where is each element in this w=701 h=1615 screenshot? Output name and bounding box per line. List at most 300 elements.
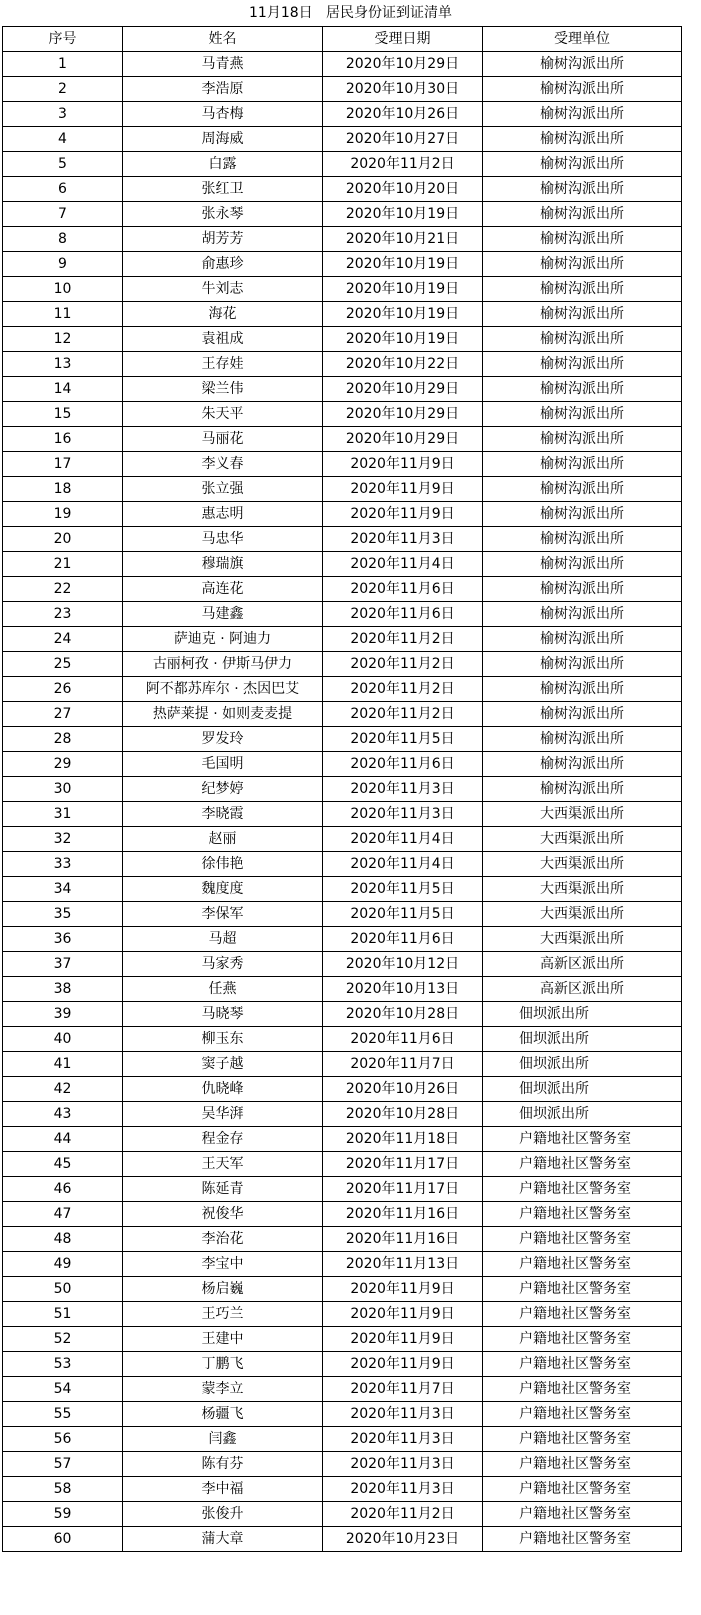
cell-unit: 榆树沟派出所: [483, 277, 682, 302]
cell-date: 2020年11月5日: [323, 902, 483, 927]
cell-name: 王巧兰: [123, 1302, 323, 1327]
cell-unit: 榆树沟派出所: [483, 327, 682, 352]
cell-unit: 榆树沟派出所: [483, 52, 682, 77]
table-row: [3, 802, 682, 827]
cell-seq: 2: [3, 77, 123, 102]
cell-unit: 佃坝派出所: [483, 1077, 682, 1102]
cell-name: 魏度度: [123, 877, 323, 902]
cell-date: 2020年11月3日: [323, 527, 483, 552]
cell-unit: 佃坝派出所: [483, 1027, 682, 1052]
cell-date: 2020年10月29日: [323, 377, 483, 402]
cell-name: 李浩原: [123, 77, 323, 102]
table-row: [3, 777, 682, 802]
cell-date: 2020年11月2日: [323, 677, 483, 702]
cell-name: 赵丽: [123, 827, 323, 852]
cell-name: 俞惠珍: [123, 252, 323, 277]
cell-unit: 大西渠派出所: [483, 802, 682, 827]
cell-date: 2020年10月28日: [323, 1002, 483, 1027]
cell-seq: 43: [3, 1102, 123, 1127]
cell-seq: 52: [3, 1327, 123, 1352]
table-row: [3, 1327, 682, 1352]
cell-date: 2020年10月22日: [323, 352, 483, 377]
table-row: [3, 752, 682, 777]
cell-date: 2020年11月9日: [323, 452, 483, 477]
cell-seq: 9: [3, 252, 123, 277]
cell-name: 马建鑫: [123, 602, 323, 627]
table-row: [3, 102, 682, 127]
cell-date: 2020年11月13日: [323, 1252, 483, 1277]
table-row: [3, 327, 682, 352]
cell-unit: 榆树沟派出所: [483, 427, 682, 452]
table-row: [3, 627, 682, 652]
cell-seq: 41: [3, 1052, 123, 1077]
cell-seq: 56: [3, 1427, 123, 1452]
cell-seq: 31: [3, 802, 123, 827]
cell-seq: 28: [3, 727, 123, 752]
cell-unit: 大西渠派出所: [483, 927, 682, 952]
table-row: [3, 1052, 682, 1077]
cell-name: 蒲大章: [123, 1527, 323, 1552]
cell-date: 2020年11月7日: [323, 1052, 483, 1077]
cell-name: 海花: [123, 302, 323, 327]
table-row: [3, 1302, 682, 1327]
table-row: [3, 1027, 682, 1052]
cell-name: 马家秀: [123, 952, 323, 977]
cell-unit: 榆树沟派出所: [483, 252, 682, 277]
cell-unit: 大西渠派出所: [483, 877, 682, 902]
cell-name: 任燕: [123, 977, 323, 1002]
cell-name: 牛刘志: [123, 277, 323, 302]
cell-name: 张俊升: [123, 1502, 323, 1527]
cell-date: 2020年11月7日: [323, 1377, 483, 1402]
cell-date: 2020年11月17日: [323, 1177, 483, 1202]
cell-unit: 户籍地社区警务室: [483, 1202, 682, 1227]
cell-name: 杨启巍: [123, 1277, 323, 1302]
cell-name: 吴华湃: [123, 1102, 323, 1127]
cell-date: 2020年11月18日: [323, 1127, 483, 1152]
cell-unit: 佃坝派出所: [483, 1052, 682, 1077]
cell-date: 2020年11月6日: [323, 577, 483, 602]
table-row: [3, 602, 682, 627]
cell-name: 古丽柯孜 · 伊斯马伊力: [123, 652, 323, 677]
cell-unit: 户籍地社区警务室: [483, 1227, 682, 1252]
page-title: 11月18日 居民身份证到证清单: [249, 5, 452, 21]
cell-unit: 户籍地社区警务室: [483, 1177, 682, 1202]
cell-date: 2020年11月9日: [323, 477, 483, 502]
cell-date: 2020年11月2日: [323, 652, 483, 677]
header-unit: 受理单位: [483, 27, 682, 52]
cell-date: 2020年10月19日: [323, 202, 483, 227]
cell-name: 窦子越: [123, 1052, 323, 1077]
cell-seq: 14: [3, 377, 123, 402]
cell-seq: 1: [3, 52, 123, 77]
cell-unit: 榆树沟派出所: [483, 377, 682, 402]
cell-date: 2020年10月19日: [323, 327, 483, 352]
cell-date: 2020年11月5日: [323, 727, 483, 752]
cell-name: 梁兰伟: [123, 377, 323, 402]
table-row: [3, 352, 682, 377]
cell-seq: 46: [3, 1177, 123, 1202]
cell-seq: 26: [3, 677, 123, 702]
cell-unit: 户籍地社区警务室: [483, 1277, 682, 1302]
cell-unit: 榆树沟派出所: [483, 727, 682, 752]
cell-name: 徐伟艳: [123, 852, 323, 877]
cell-unit: 榆树沟派出所: [483, 527, 682, 552]
table-row: [3, 1102, 682, 1127]
cell-seq: 39: [3, 1002, 123, 1027]
cell-seq: 16: [3, 427, 123, 452]
cell-name: 程金存: [123, 1127, 323, 1152]
cell-unit: 户籍地社区警务室: [483, 1302, 682, 1327]
cell-unit: 户籍地社区警务室: [483, 1327, 682, 1352]
cell-unit: 榆树沟派出所: [483, 777, 682, 802]
cell-seq: 60: [3, 1527, 123, 1552]
cell-date: 2020年11月17日: [323, 1152, 483, 1177]
cell-name: 王存娃: [123, 352, 323, 377]
cell-name: 蒙李立: [123, 1377, 323, 1402]
cell-date: 2020年10月12日: [323, 952, 483, 977]
cell-date: 2020年11月2日: [323, 152, 483, 177]
table-row: [3, 1152, 682, 1177]
table-row: [3, 127, 682, 152]
cell-name: 高连花: [123, 577, 323, 602]
cell-seq: 54: [3, 1377, 123, 1402]
cell-name: 闫鑫: [123, 1427, 323, 1452]
cell-seq: 7: [3, 202, 123, 227]
cell-unit: 佃坝派出所: [483, 1002, 682, 1027]
header-date: 受理日期: [323, 27, 483, 52]
table-row: [3, 1527, 682, 1552]
cell-seq: 48: [3, 1227, 123, 1252]
cell-name: 阿不都苏库尔 · 杰因巴艾: [123, 677, 323, 702]
cell-date: 2020年11月16日: [323, 1202, 483, 1227]
cell-unit: 榆树沟派出所: [483, 127, 682, 152]
cell-date: 2020年11月3日: [323, 1427, 483, 1452]
table-row: [3, 277, 682, 302]
cell-unit: 榆树沟派出所: [483, 202, 682, 227]
table-row: [3, 1227, 682, 1252]
table-row: [3, 302, 682, 327]
table-row: [3, 827, 682, 852]
cell-unit: 户籍地社区警务室: [483, 1352, 682, 1377]
cell-unit: 榆树沟派出所: [483, 502, 682, 527]
table-row: [3, 502, 682, 527]
cell-seq: 35: [3, 902, 123, 927]
cell-seq: 15: [3, 402, 123, 427]
cell-unit: 榆树沟派出所: [483, 652, 682, 677]
cell-unit: 佃坝派出所: [483, 1102, 682, 1127]
cell-date: 2020年10月19日: [323, 302, 483, 327]
table-row: [3, 727, 682, 752]
cell-date: 2020年10月27日: [323, 127, 483, 152]
cell-seq: 25: [3, 652, 123, 677]
cell-seq: 29: [3, 752, 123, 777]
arrival-table: [2, 26, 682, 1552]
table-row: [3, 1477, 682, 1502]
table-row: [3, 252, 682, 277]
cell-name: 纪梦婷: [123, 777, 323, 802]
cell-date: 2020年11月3日: [323, 1477, 483, 1502]
cell-date: 2020年11月4日: [323, 827, 483, 852]
cell-date: 2020年10月26日: [323, 102, 483, 127]
cell-seq: 33: [3, 852, 123, 877]
cell-unit: 高新区派出所: [483, 952, 682, 977]
cell-seq: 57: [3, 1452, 123, 1477]
cell-unit: 户籍地社区警务室: [483, 1252, 682, 1277]
cell-name: 萨迪克 · 阿迪力: [123, 627, 323, 652]
cell-seq: 21: [3, 552, 123, 577]
cell-name: 张红卫: [123, 177, 323, 202]
table-row: [3, 1127, 682, 1152]
cell-seq: 58: [3, 1477, 123, 1502]
cell-unit: 榆树沟派出所: [483, 702, 682, 727]
table-row: [3, 927, 682, 952]
cell-date: 2020年11月3日: [323, 1402, 483, 1427]
table-row: [3, 1002, 682, 1027]
cell-seq: 13: [3, 352, 123, 377]
table-row: [3, 852, 682, 877]
cell-name: 朱天平: [123, 402, 323, 427]
cell-name: 李宝中: [123, 1252, 323, 1277]
cell-seq: 51: [3, 1302, 123, 1327]
cell-name: 周海威: [123, 127, 323, 152]
cell-seq: 36: [3, 927, 123, 952]
cell-seq: 11: [3, 302, 123, 327]
cell-seq: 32: [3, 827, 123, 852]
table-row: [3, 1427, 682, 1452]
cell-name: 陈延青: [123, 1177, 323, 1202]
cell-date: 2020年10月19日: [323, 277, 483, 302]
cell-date: 2020年10月28日: [323, 1102, 483, 1127]
cell-seq: 23: [3, 602, 123, 627]
cell-seq: 17: [3, 452, 123, 477]
table-row: [3, 477, 682, 502]
table-row: [3, 402, 682, 427]
cell-date: 2020年11月16日: [323, 1227, 483, 1252]
cell-date: 2020年10月13日: [323, 977, 483, 1002]
cell-seq: 19: [3, 502, 123, 527]
cell-date: 2020年10月23日: [323, 1527, 483, 1552]
cell-date: 2020年10月20日: [323, 177, 483, 202]
cell-unit: 大西渠派出所: [483, 852, 682, 877]
cell-seq: 22: [3, 577, 123, 602]
table-row: [3, 877, 682, 902]
cell-unit: 榆树沟派出所: [483, 152, 682, 177]
cell-date: 2020年11月4日: [323, 552, 483, 577]
cell-seq: 8: [3, 227, 123, 252]
cell-date: 2020年11月9日: [323, 502, 483, 527]
cell-seq: 3: [3, 102, 123, 127]
cell-date: 2020年11月6日: [323, 1027, 483, 1052]
cell-date: 2020年11月3日: [323, 802, 483, 827]
cell-name: 马青燕: [123, 52, 323, 77]
cell-unit: 户籍地社区警务室: [483, 1127, 682, 1152]
cell-seq: 34: [3, 877, 123, 902]
cell-unit: 榆树沟派出所: [483, 627, 682, 652]
cell-name: 张立强: [123, 477, 323, 502]
cell-seq: 20: [3, 527, 123, 552]
cell-seq: 47: [3, 1202, 123, 1227]
table-header-row: [3, 27, 682, 52]
cell-unit: 大西渠派出所: [483, 902, 682, 927]
cell-date: 2020年10月29日: [323, 402, 483, 427]
table-row: [3, 177, 682, 202]
cell-date: 2020年10月30日: [323, 77, 483, 102]
cell-unit: 榆树沟派出所: [483, 77, 682, 102]
cell-seq: 53: [3, 1352, 123, 1377]
cell-unit: 榆树沟派出所: [483, 752, 682, 777]
cell-date: 2020年10月21日: [323, 227, 483, 252]
table-row: [3, 1502, 682, 1527]
cell-date: 2020年11月9日: [323, 1352, 483, 1377]
table-row: [3, 1077, 682, 1102]
cell-unit: 户籍地社区警务室: [483, 1402, 682, 1427]
cell-date: 2020年11月2日: [323, 627, 483, 652]
cell-unit: 榆树沟派出所: [483, 177, 682, 202]
cell-seq: 37: [3, 952, 123, 977]
table-row: [3, 952, 682, 977]
cell-seq: 27: [3, 702, 123, 727]
cell-date: 2020年11月3日: [323, 777, 483, 802]
cell-name: 热萨莱提 · 如则麦麦提: [123, 702, 323, 727]
cell-unit: 大西渠派出所: [483, 827, 682, 852]
cell-name: 马晓琴: [123, 1002, 323, 1027]
cell-unit: 榆树沟派出所: [483, 227, 682, 252]
table-row: [3, 902, 682, 927]
table-row: [3, 652, 682, 677]
cell-date: 2020年11月3日: [323, 1452, 483, 1477]
cell-name: 马超: [123, 927, 323, 952]
cell-date: 2020年11月9日: [323, 1302, 483, 1327]
table-row: [3, 1352, 682, 1377]
cell-date: 2020年11月2日: [323, 1502, 483, 1527]
table-row: [3, 527, 682, 552]
cell-date: 2020年11月6日: [323, 602, 483, 627]
table-row: [3, 677, 682, 702]
cell-seq: 30: [3, 777, 123, 802]
cell-name: 杨疆飞: [123, 1402, 323, 1427]
cell-date: 2020年10月29日: [323, 427, 483, 452]
cell-unit: 榆树沟派出所: [483, 477, 682, 502]
table-row: [3, 152, 682, 177]
cell-unit: 户籍地社区警务室: [483, 1502, 682, 1527]
cell-name: 李保军: [123, 902, 323, 927]
cell-unit: 榆树沟派出所: [483, 102, 682, 127]
cell-unit: 户籍地社区警务室: [483, 1477, 682, 1502]
cell-unit: 榆树沟派出所: [483, 577, 682, 602]
table-row: [3, 452, 682, 477]
cell-name: 惠志明: [123, 502, 323, 527]
cell-date: 2020年11月6日: [323, 927, 483, 952]
cell-unit: 高新区派出所: [483, 977, 682, 1002]
cell-unit: 户籍地社区警务室: [483, 1452, 682, 1477]
cell-seq: 5: [3, 152, 123, 177]
cell-seq: 55: [3, 1402, 123, 1427]
table-row: [3, 1202, 682, 1227]
cell-seq: 10: [3, 277, 123, 302]
cell-name: 柳玉东: [123, 1027, 323, 1052]
table-row: [3, 1177, 682, 1202]
cell-seq: 44: [3, 1127, 123, 1152]
table-row: [3, 202, 682, 227]
table-row: [3, 77, 682, 102]
cell-seq: 40: [3, 1027, 123, 1052]
cell-unit: 榆树沟派出所: [483, 677, 682, 702]
cell-name: 毛国明: [123, 752, 323, 777]
cell-date: 2020年11月2日: [323, 702, 483, 727]
cell-date: 2020年11月6日: [323, 752, 483, 777]
table-row: [3, 1377, 682, 1402]
table-row: [3, 1452, 682, 1477]
cell-seq: 18: [3, 477, 123, 502]
cell-unit: 榆树沟派出所: [483, 552, 682, 577]
table-row: [3, 227, 682, 252]
table-row: [3, 552, 682, 577]
table-row: [3, 377, 682, 402]
cell-seq: 6: [3, 177, 123, 202]
table-row: [3, 702, 682, 727]
cell-unit: 榆树沟派出所: [483, 452, 682, 477]
cell-unit: 榆树沟派出所: [483, 602, 682, 627]
cell-name: 马杏梅: [123, 102, 323, 127]
table-row: [3, 1277, 682, 1302]
cell-date: 2020年11月4日: [323, 852, 483, 877]
cell-date: 2020年10月19日: [323, 252, 483, 277]
cell-seq: 45: [3, 1152, 123, 1177]
cell-date: 2020年11月9日: [323, 1277, 483, 1302]
cell-name: 胡芳芳: [123, 227, 323, 252]
cell-name: 马忠华: [123, 527, 323, 552]
table-row: [3, 977, 682, 1002]
cell-seq: 49: [3, 1252, 123, 1277]
cell-unit: 户籍地社区警务室: [483, 1152, 682, 1177]
cell-unit: 户籍地社区警务室: [483, 1527, 682, 1552]
cell-date: 2020年10月26日: [323, 1077, 483, 1102]
cell-name: 祝俊华: [123, 1202, 323, 1227]
cell-name: 李中福: [123, 1477, 323, 1502]
cell-name: 张永琴: [123, 202, 323, 227]
cell-seq: 12: [3, 327, 123, 352]
cell-name: 仇晓峰: [123, 1077, 323, 1102]
table-row: [3, 577, 682, 602]
cell-name: 王建中: [123, 1327, 323, 1352]
cell-date: 2020年11月5日: [323, 877, 483, 902]
cell-name: 丁鹏飞: [123, 1352, 323, 1377]
cell-name: 白露: [123, 152, 323, 177]
cell-unit: 榆树沟派出所: [483, 302, 682, 327]
cell-seq: 24: [3, 627, 123, 652]
cell-name: 马丽花: [123, 427, 323, 452]
cell-name: 李晓霞: [123, 802, 323, 827]
cell-name: 李治花: [123, 1227, 323, 1252]
table-row: [3, 52, 682, 77]
cell-unit: 户籍地社区警务室: [483, 1377, 682, 1402]
cell-seq: 38: [3, 977, 123, 1002]
table-body: [3, 52, 682, 1552]
cell-name: 罗发玲: [123, 727, 323, 752]
cell-unit: 榆树沟派出所: [483, 352, 682, 377]
cell-seq: 42: [3, 1077, 123, 1102]
cell-seq: 50: [3, 1277, 123, 1302]
cell-name: 穆瑞旗: [123, 552, 323, 577]
cell-unit: 户籍地社区警务室: [483, 1427, 682, 1452]
header-name: 姓名: [123, 27, 323, 52]
table-row: [3, 1252, 682, 1277]
cell-date: 2020年11月9日: [323, 1327, 483, 1352]
cell-name: 王天军: [123, 1152, 323, 1177]
header-seq: 序号: [3, 27, 123, 52]
cell-unit: 榆树沟派出所: [483, 402, 682, 427]
